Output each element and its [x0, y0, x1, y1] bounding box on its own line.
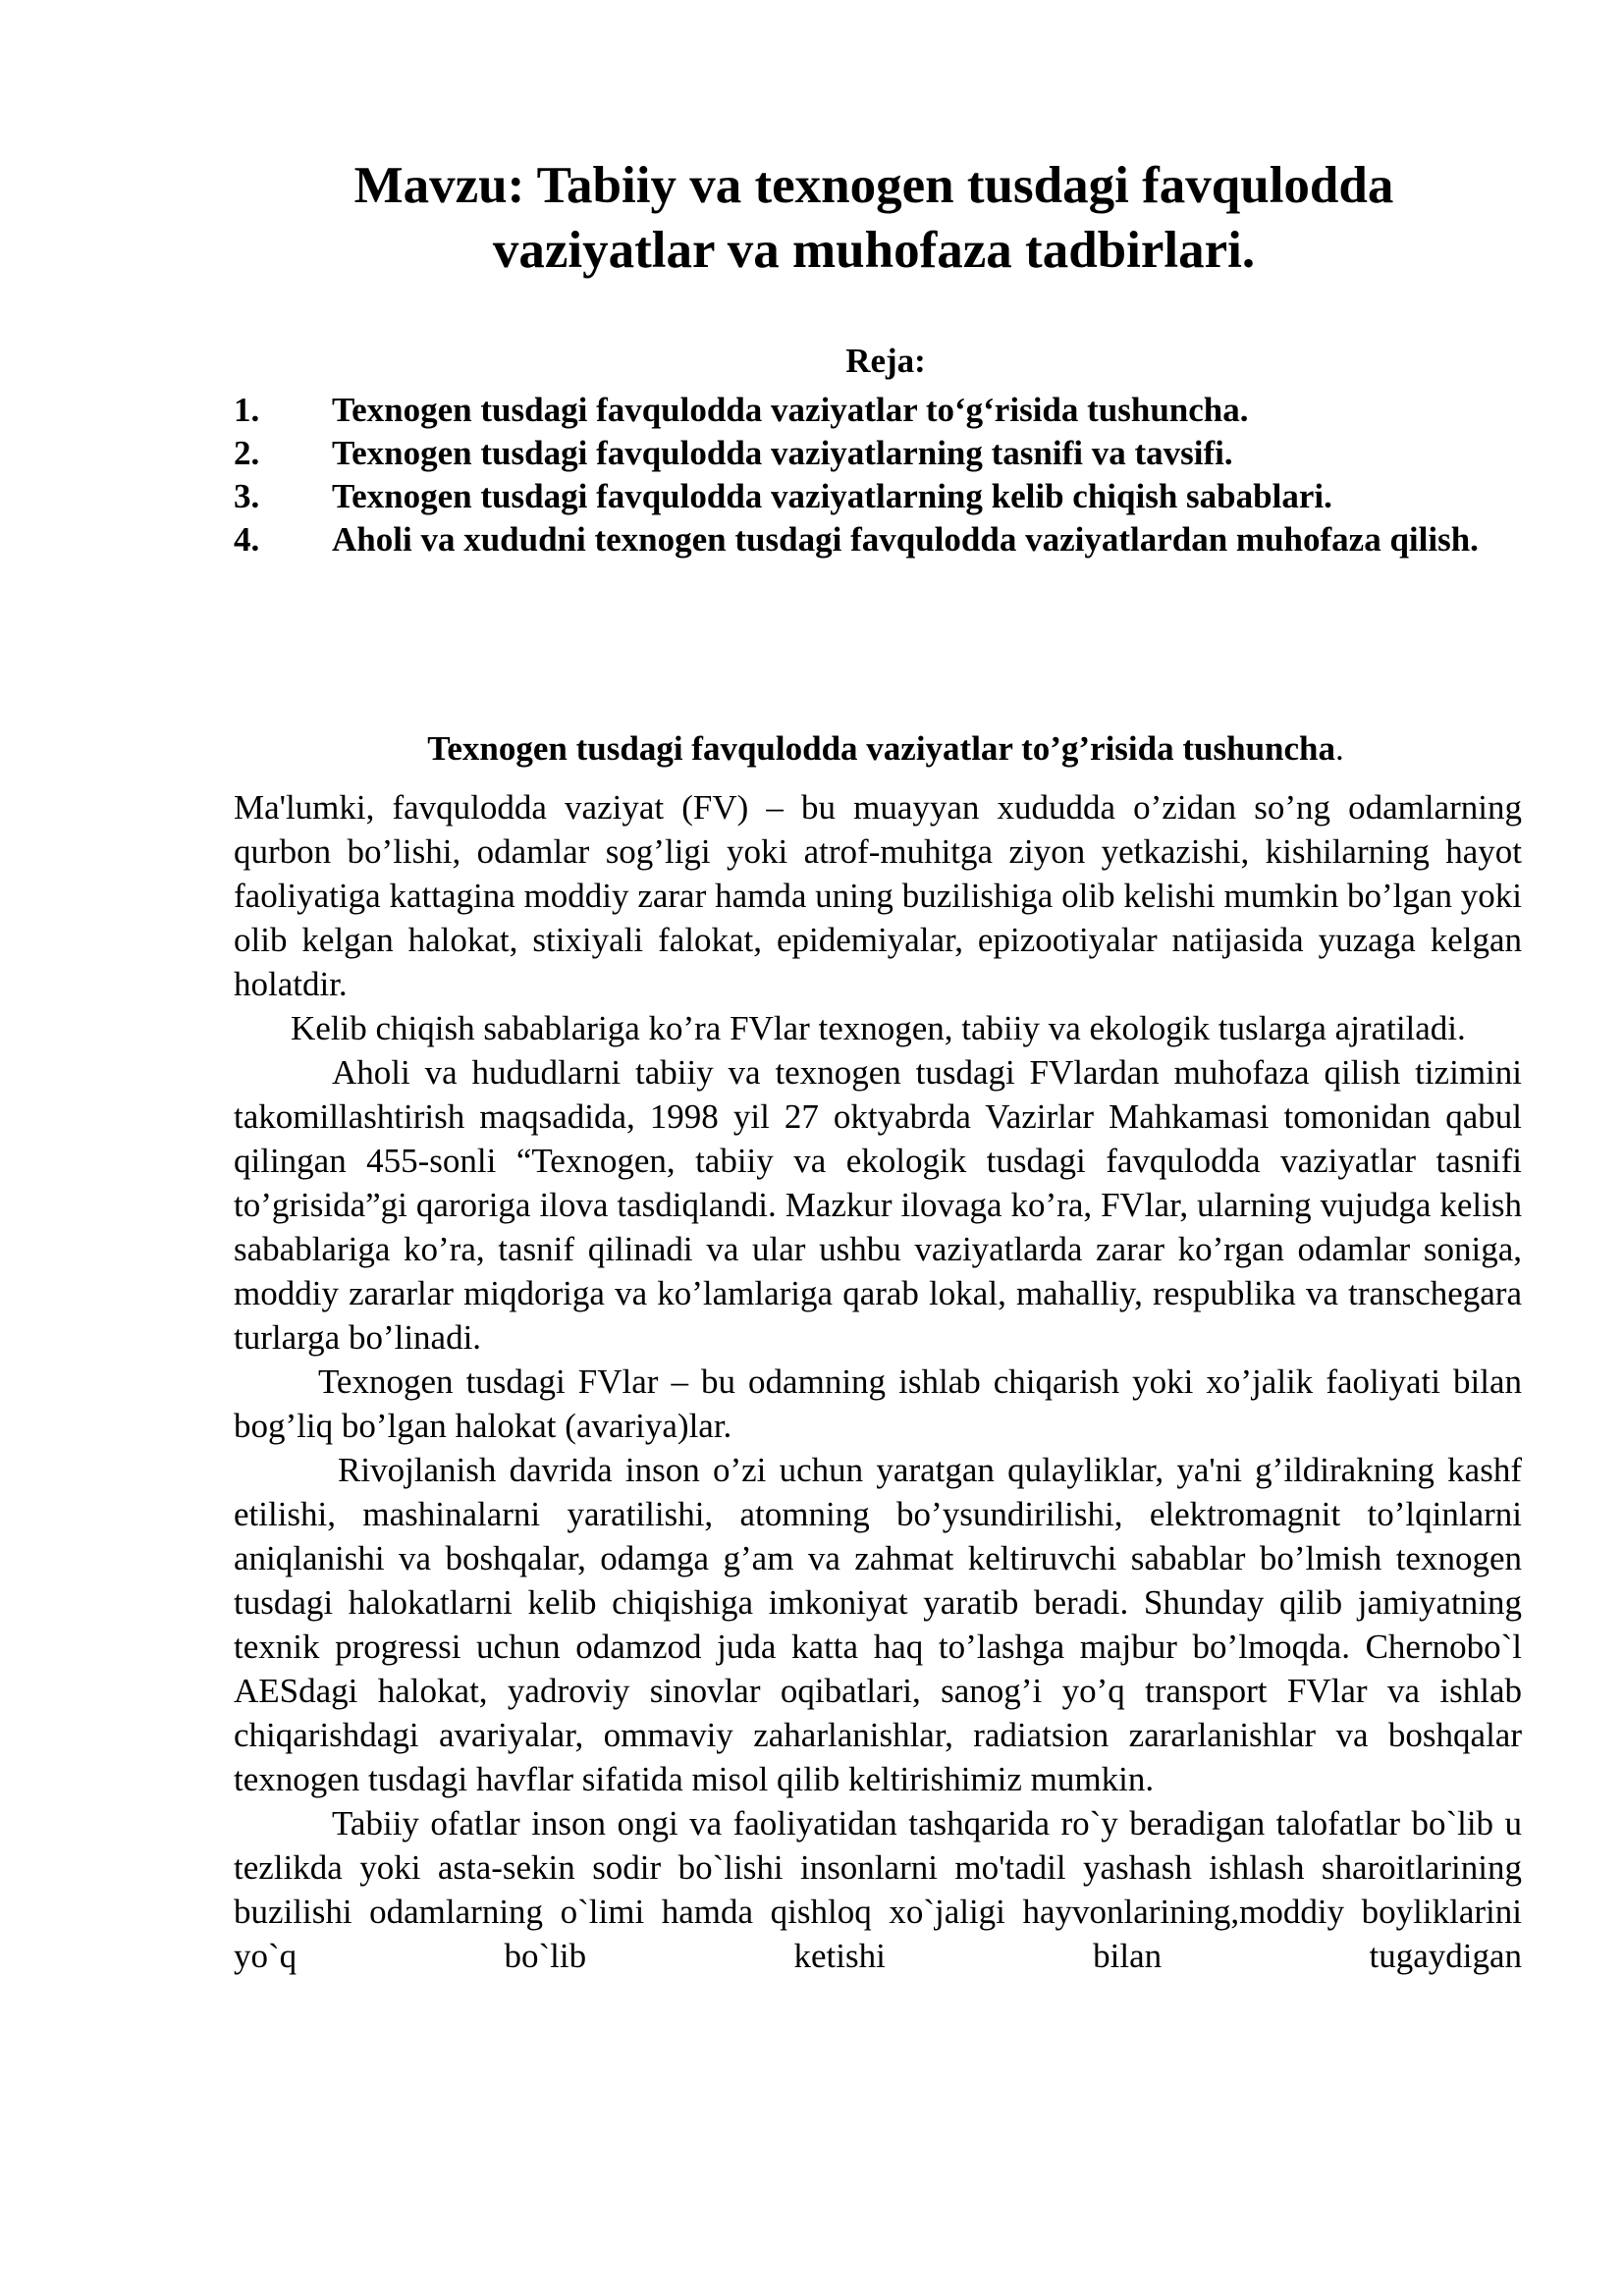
title-line-1: Mavzu: Tabiiy va texnogen tusdagi favqulodda: [353, 157, 1394, 214]
plan-item-text: Texnogen tusdagi favqulodda vaziyatlarning kelib chiqish sabablari.: [332, 477, 1332, 515]
body-text: [234, 785, 1522, 1978]
plan-item-text: Texnogen tusdagi favqulodda vaziyatlar to‘g‘risida tushuncha.: [332, 391, 1249, 429]
plan-item-number: 1.: [234, 391, 260, 429]
paragraph: Tabiiy ofatlar inson ongi va faoliyatidan tashqarida ro`y beradigan talofatlar bo`lib u tezlikda yoki asta-sekin sodir bo`lishi insonlarni mo'tadil yashash ishlash sharoitlarining buzilishi odamlarning o`limi hamda qishloq xo`jaligi hayvonlarining,moddiy boyliklarini yo`q bo`lib ketishi bilan tugaydigan: [234, 1804, 1522, 1975]
paragraph: Kelib chiqish sabablariga ko’ra FVlar texnogen, tabiiy va ekologik tuslarga ajratiladi.: [291, 1009, 1466, 1047]
title-line-2: vaziyatlar va muhofaza tadbirlari.: [492, 222, 1256, 279]
section-heading: [0, 727, 1624, 771]
plan-item-text: Aholi va xududni texnogen tusdagi favqulodda vaziyatlardan muhofaza qilish.: [332, 520, 1479, 559]
plan-item: [234, 389, 1530, 432]
plan-item-text: Texnogen tusdagi favqulodda vaziyatlarning tasnifi va tavsifi.: [332, 434, 1233, 472]
plan-heading: Reja:: [845, 342, 926, 380]
plan-item: [234, 432, 1530, 475]
paragraph: Ma'lumki, favqulodda vaziyat (FV) – bu muayyan xududda o’zidan so’ng odamlarning qurbon bo’lishi, odamlar sog’ligi yoki atrof-muhitga ziyon yetkazishi, kishilarning hayot faoliyatiga kattagina moddiy zarar hamda uning buzilishiga olib kelishi mumkin bo’lgan yoki olib kelgan halokat, stixiyali falokat, epidemiyalar, epizootiyalar natijasida yuzaga kelgan holatdir.: [234, 788, 1522, 1003]
plan-item-number: 3.: [234, 477, 260, 515]
paragraph: Aholi va hududlarni tabiiy va texnogen tusdagi FVlardan muhofaza qilish tizimini takomillashtirish maqsadida, 1998 yil 27 oktyabrda Vazirlar Mahkamasi tomonidan qabul qilingan 455-sonli “Texnogen, tabiiy va ekologik tusdagi favqulodda vaziyatlar tasnifi to’grisida”gi qaroriga ilova tasdiqlandi. Mazkur ilovaga ko’ra, FVlar, ularning vujudga kelish sabablariga ko’ra, tasnif qilinadi va ular ushbu vaziyatlarda zarar ko’rgan odamlar soniga, moddiy zararlar miqdoriga va ko’lamlariga qarab lokal, mahalliy, respublika va transchegara turlarga bo’linadi.: [234, 1053, 1522, 1357]
paragraph: Rivojlanish davrida inson o’zi uchun yaratgan qulayliklar, ya'ni g’ildirakning kashf etilishi, mashinalarni yaratilishi, atomning bo’ysundirilishi, elektromagnit to’lqinlarni aniqlanishi va boshqalar, odamga g’am va zahmat keltiruvchi sabablar bo’lmish texnogen tusdagi halokatlarni kelib chiqishiga imkoniyat yaratib beradi. Shunday qilib jamiyatning texnik progressi uchun odamzod juda katta haq to’lashga majbur bo’lmoqda. Chernobo`l AESdagi halokat, yadroviy sinovlar oqibatlari, sanog’i yo’q transport FVlar va ishlab chiqarishdagi avariyalar, ommaviy zaharlanishlar, radiatsion zararlanishlar va boshqalar texnogen tusdagi havflar sifatida misol qilib keltirishimiz mumkin.: [234, 1451, 1522, 1798]
plan-item-number: 4.: [234, 520, 260, 559]
section-heading-period: .: [1335, 729, 1344, 769]
document-title: [236, 153, 1512, 283]
plan-item-number: 2.: [234, 434, 260, 472]
section-heading-text: Texnogen tusdagi favqulodda vaziyatlar to’g’risida tushuncha: [427, 729, 1335, 769]
plan-item: [234, 518, 1530, 561]
paragraph: Texnogen tusdagi FVlar – bu odamning ishlab chiqarish yoki xo’jalik faoliyati bilan bog’liq bo’lgan halokat (avariya)lar.: [234, 1362, 1522, 1445]
plan-list: [234, 389, 1530, 561]
plan-item: [234, 475, 1530, 518]
